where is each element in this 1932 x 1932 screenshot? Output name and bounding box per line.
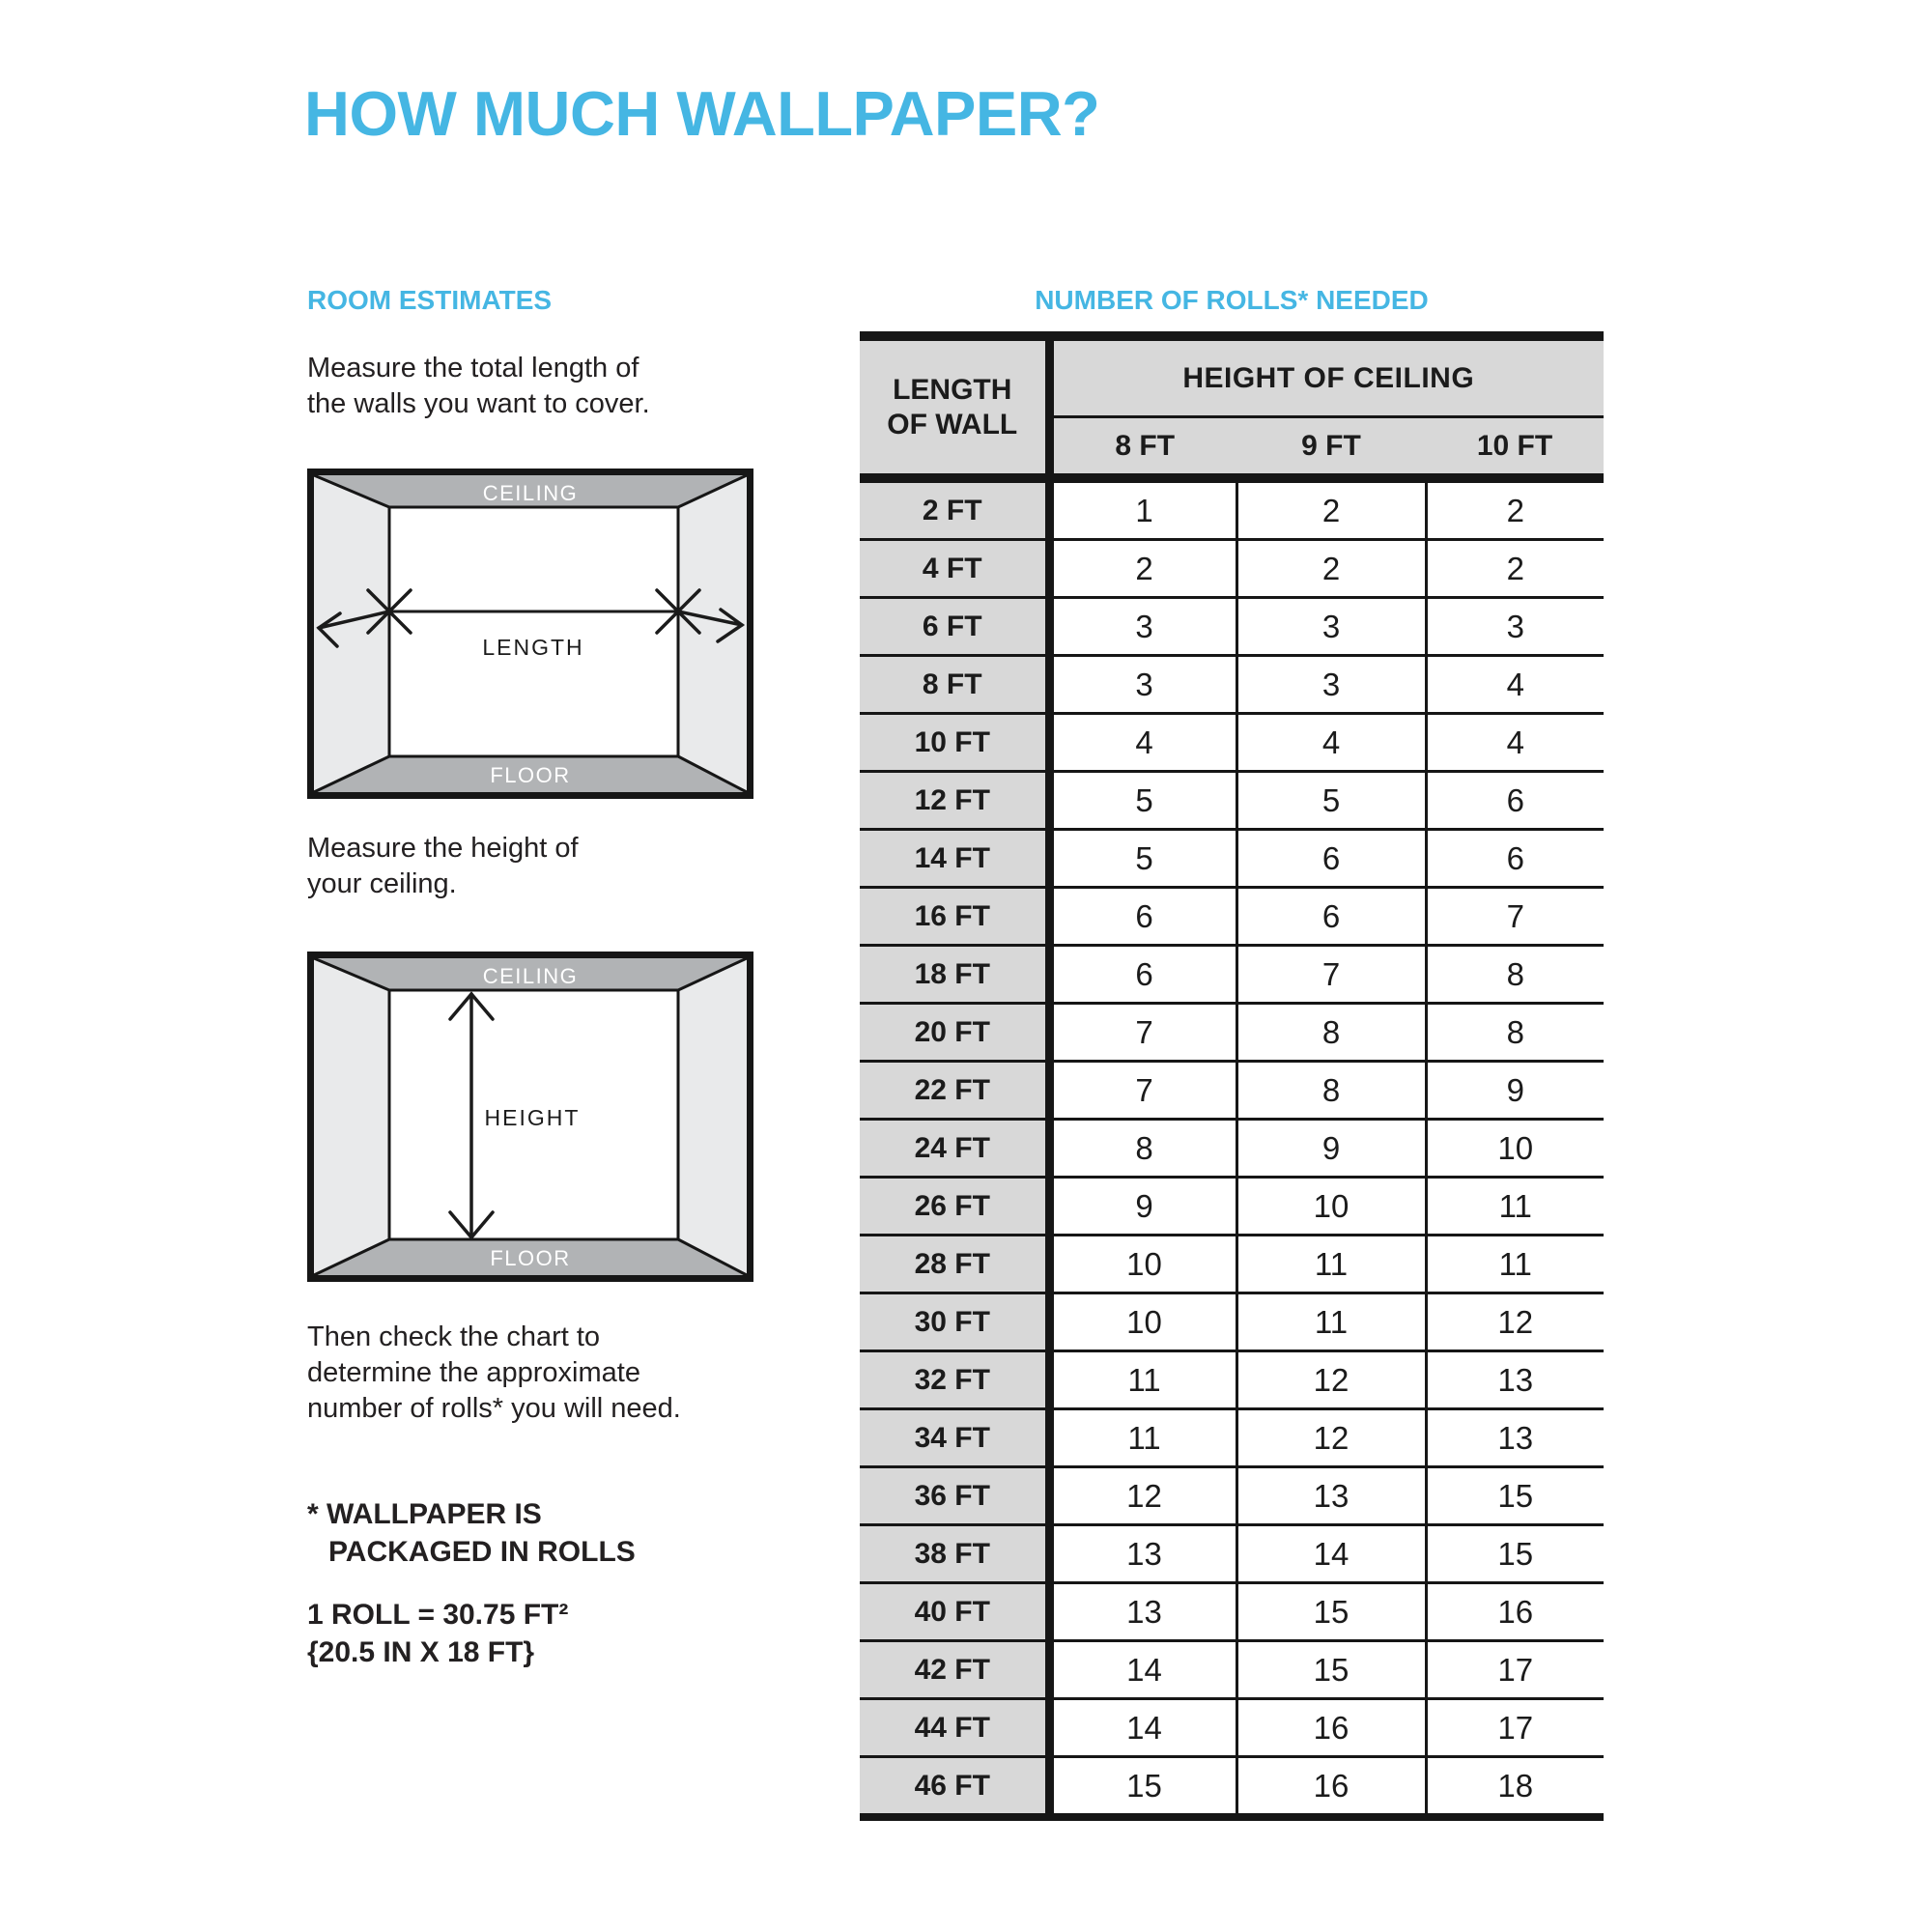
rolls-value-cell: 13 [1426, 1409, 1604, 1467]
rolls-value-cell: 4 [1426, 714, 1604, 772]
rolls-value-cell: 13 [1426, 1351, 1604, 1409]
wall-length-cell: 2 FT [860, 478, 1049, 540]
wall-length-cell: 8 FT [860, 656, 1049, 714]
rolls-value-cell: 3 [1049, 656, 1236, 714]
rolls-value-cell: 12 [1236, 1351, 1426, 1409]
wall-length-cell: 22 FT [860, 1062, 1049, 1120]
rolls-value-cell: 2 [1426, 540, 1604, 598]
rolls-value-cell: 7 [1049, 1004, 1236, 1062]
rolls-value-cell: 15 [1236, 1641, 1426, 1699]
rolls-value-cell: 6 [1426, 772, 1604, 830]
wall-length-cell: 24 FT [860, 1120, 1049, 1178]
rolls-value-cell: 10 [1426, 1120, 1604, 1178]
col-header-8ft: 8 FT [1049, 417, 1236, 479]
rolls-needed-heading: NUMBER OF ROLLS* NEEDED [1035, 285, 1429, 315]
rolls-footnote-line2: PACKAGED IN ROLLS [328, 1536, 636, 1568]
rolls-footnote [307, 1495, 636, 1571]
rolls-value-cell: 6 [1236, 830, 1426, 888]
rolls-value-cell: 7 [1049, 1062, 1236, 1120]
rolls-table [860, 331, 1604, 1821]
left-wall [314, 958, 389, 1275]
wall-length-cell: 46 FT [860, 1757, 1049, 1818]
rolls-value-cell: 3 [1236, 656, 1426, 714]
table-row [860, 1525, 1604, 1583]
wall-length-cell: 30 FT [860, 1293, 1049, 1351]
back-wall [389, 507, 678, 756]
roll-size-line1: 1 ROLL = 30.75 FT² [307, 1599, 569, 1631]
rolls-value-cell: 13 [1049, 1525, 1236, 1583]
rolls-value-cell: 11 [1049, 1409, 1236, 1467]
table-row [860, 1120, 1604, 1178]
rolls-value-cell: 8 [1426, 946, 1604, 1004]
rolls-table-header [860, 336, 1604, 478]
table-row [860, 714, 1604, 772]
right-wall [678, 475, 747, 792]
rolls-value-cell: 11 [1049, 1351, 1236, 1409]
rolls-value-cell: 11 [1236, 1293, 1426, 1351]
room-estimates-heading: ROOM ESTIMATES [307, 285, 553, 315]
check-chart-text [307, 1320, 681, 1427]
roll-size-line2: {20.5 IN X 18 FT} [307, 1636, 535, 1668]
rolls-value-cell: 16 [1236, 1757, 1426, 1818]
wall-length-cell: 26 FT [860, 1178, 1049, 1236]
page-title: HOW MUCH WALLPAPER? [304, 78, 1100, 149]
wall-length-cell: 4 FT [860, 540, 1049, 598]
table-row [860, 1699, 1604, 1757]
rolls-value-cell: 3 [1049, 598, 1236, 656]
table-row [860, 540, 1604, 598]
wall-length-cell: 12 FT [860, 772, 1049, 830]
rolls-value-cell: 9 [1049, 1178, 1236, 1236]
rolls-value-cell: 18 [1426, 1757, 1604, 1818]
rolls-value-cell: 6 [1236, 888, 1426, 946]
ceiling-label: CEILING [482, 481, 579, 505]
table-row [860, 478, 1604, 540]
table-row [860, 1467, 1604, 1525]
rolls-value-cell: 13 [1049, 1583, 1236, 1641]
table-row [860, 1641, 1604, 1699]
rolls-value-cell: 5 [1049, 772, 1236, 830]
roll-size-info [307, 1596, 568, 1671]
wall-length-cell: 42 FT [860, 1641, 1049, 1699]
right-wall [678, 958, 747, 1275]
rolls-value-cell: 2 [1426, 478, 1604, 540]
rolls-value-cell: 8 [1049, 1120, 1236, 1178]
rolls-value-cell: 3 [1236, 598, 1426, 656]
measure-height-line2: your ceiling. [307, 868, 457, 899]
rolls-value-cell: 12 [1049, 1467, 1236, 1525]
table-row [860, 946, 1604, 1004]
table-row [860, 1351, 1604, 1409]
rolls-value-cell: 7 [1426, 888, 1604, 946]
rolls-value-cell: 3 [1426, 598, 1604, 656]
rolls-value-cell: 8 [1236, 1004, 1426, 1062]
wall-length-cell: 40 FT [860, 1583, 1049, 1641]
rolls-value-cell: 10 [1049, 1236, 1236, 1293]
height-arrow-label: HEIGHT [484, 1105, 581, 1130]
check-chart-line1: Then check the chart to [307, 1321, 601, 1352]
rolls-value-cell: 14 [1049, 1699, 1236, 1757]
rolls-table-body [860, 478, 1604, 1817]
rolls-value-cell: 2 [1236, 478, 1426, 540]
rolls-value-cell: 6 [1426, 830, 1604, 888]
measure-height-line1: Measure the height of [307, 833, 579, 864]
room-diagram-height [307, 952, 753, 1282]
rolls-value-cell: 6 [1049, 946, 1236, 1004]
measure-length-text [307, 351, 650, 422]
rolls-value-cell: 15 [1426, 1525, 1604, 1583]
wall-length-cell: 34 FT [860, 1409, 1049, 1467]
rolls-footnote-line1: * WALLPAPER IS [307, 1498, 542, 1530]
table-row [860, 598, 1604, 656]
rolls-value-cell: 12 [1426, 1293, 1604, 1351]
table-row [860, 830, 1604, 888]
rolls-value-cell: 8 [1236, 1062, 1426, 1120]
floor-label: FLOOR [490, 763, 571, 787]
rolls-value-cell: 5 [1049, 830, 1236, 888]
rolls-value-cell: 14 [1236, 1525, 1426, 1583]
rolls-value-cell: 15 [1236, 1583, 1426, 1641]
col-header-9ft: 9 FT [1236, 417, 1426, 479]
rolls-value-cell: 10 [1236, 1178, 1426, 1236]
rolls-value-cell: 13 [1236, 1467, 1426, 1525]
room-diagram-length [307, 469, 753, 799]
length-of-wall-header: LENGTH OF WALL [860, 336, 1049, 478]
wall-length-cell: 36 FT [860, 1467, 1049, 1525]
rolls-value-cell: 9 [1426, 1062, 1604, 1120]
measure-length-line1: Measure the total length of [307, 353, 639, 384]
wall-length-cell: 20 FT [860, 1004, 1049, 1062]
rolls-value-cell: 5 [1236, 772, 1426, 830]
table-row [860, 1293, 1604, 1351]
table-row [860, 1178, 1604, 1236]
rolls-value-cell: 17 [1426, 1699, 1604, 1757]
rolls-value-cell: 11 [1426, 1178, 1604, 1236]
table-row [860, 1757, 1604, 1818]
table-row [860, 1062, 1604, 1120]
table-row [860, 1236, 1604, 1293]
wall-length-cell: 32 FT [860, 1351, 1049, 1409]
wall-length-cell: 16 FT [860, 888, 1049, 946]
rolls-value-cell: 4 [1049, 714, 1236, 772]
rolls-value-cell: 9 [1236, 1120, 1426, 1178]
wall-length-cell: 44 FT [860, 1699, 1049, 1757]
rolls-value-cell: 4 [1426, 656, 1604, 714]
rolls-value-cell: 15 [1426, 1467, 1604, 1525]
table-row [860, 656, 1604, 714]
table-row [860, 1409, 1604, 1467]
col-header-10ft: 10 FT [1426, 417, 1604, 479]
table-row [860, 1583, 1604, 1641]
rolls-value-cell: 10 [1049, 1293, 1236, 1351]
rolls-value-cell: 7 [1236, 946, 1426, 1004]
floor-label: FLOOR [490, 1246, 571, 1270]
ceiling-label: CEILING [482, 964, 579, 988]
rolls-value-cell: 11 [1426, 1236, 1604, 1293]
table-row [860, 888, 1604, 946]
check-chart-line2: determine the approximate [307, 1357, 640, 1388]
table-row [860, 772, 1604, 830]
table-row [860, 1004, 1604, 1062]
rolls-value-cell: 14 [1049, 1641, 1236, 1699]
height-of-ceiling-header: HEIGHT OF CEILING [1049, 336, 1604, 417]
wall-length-cell: 14 FT [860, 830, 1049, 888]
rolls-value-cell: 16 [1426, 1583, 1604, 1641]
rolls-value-cell: 6 [1049, 888, 1236, 946]
asterisk: * [307, 1498, 319, 1530]
measure-height-text [307, 831, 579, 902]
rolls-value-cell: 16 [1236, 1699, 1426, 1757]
check-chart-line3: number of rolls* you will need. [307, 1393, 681, 1424]
rolls-value-cell: 2 [1236, 540, 1426, 598]
wall-length-cell: 6 FT [860, 598, 1049, 656]
wall-length-cell: 38 FT [860, 1525, 1049, 1583]
rolls-value-cell: 17 [1426, 1641, 1604, 1699]
rolls-value-cell: 15 [1049, 1757, 1236, 1818]
wall-length-cell: 10 FT [860, 714, 1049, 772]
rolls-value-cell: 8 [1426, 1004, 1604, 1062]
rolls-value-cell: 1 [1049, 478, 1236, 540]
wall-length-cell: 18 FT [860, 946, 1049, 1004]
rolls-value-cell: 2 [1049, 540, 1236, 598]
rolls-value-cell: 12 [1236, 1409, 1426, 1467]
wall-length-cell: 28 FT [860, 1236, 1049, 1293]
length-arrow-label: LENGTH [482, 635, 584, 660]
rolls-value-cell: 11 [1236, 1236, 1426, 1293]
measure-length-line2: the walls you want to cover. [307, 388, 650, 419]
rolls-value-cell: 4 [1236, 714, 1426, 772]
